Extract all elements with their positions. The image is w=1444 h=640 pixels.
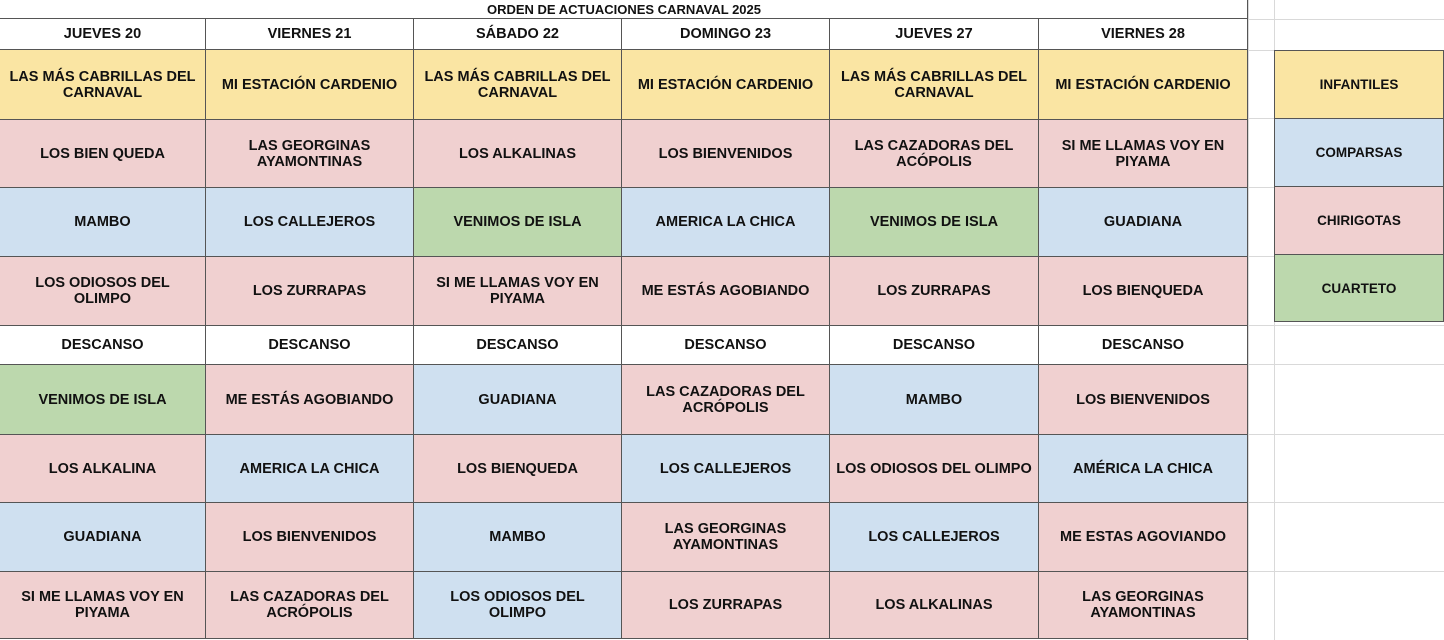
gridline: [1248, 0, 1249, 640]
performance-cell[interactable]: MAMBO: [414, 503, 622, 572]
gridline: [1248, 325, 1444, 326]
legend-cuarteto[interactable]: CUARTETO: [1274, 254, 1444, 322]
break-cell[interactable]: DESCANSO: [1039, 326, 1248, 365]
performance-cell[interactable]: LOS BIENQUEDA: [414, 435, 622, 503]
gridline: [1248, 364, 1444, 365]
performance-cell[interactable]: LAS CAZADORAS DEL ACRÓPOLIS: [206, 572, 414, 639]
day-header[interactable]: VIERNES 21: [206, 19, 414, 50]
performance-cell[interactable]: LOS ALKALINA: [0, 435, 206, 503]
performance-cell[interactable]: LOS CALLEJEROS: [622, 435, 830, 503]
performance-cell[interactable]: LOS BIEN QUEDA: [0, 120, 206, 188]
day-header[interactable]: VIERNES 28: [1039, 19, 1248, 50]
performance-cell[interactable]: LAS GEORGINAS AYAMONTINAS: [622, 503, 830, 572]
gridline: [1248, 502, 1444, 503]
performance-cell[interactable]: LOS BIENQUEDA: [1039, 257, 1248, 326]
performance-cell[interactable]: AMERICA LA CHICA: [622, 188, 830, 257]
break-cell[interactable]: DESCANSO: [830, 326, 1039, 365]
performance-cell[interactable]: LOS ZURRAPAS: [622, 572, 830, 639]
performance-cell[interactable]: GUADIANA: [414, 365, 622, 435]
performance-cell[interactable]: MI ESTACIÓN CARDENIO: [622, 50, 830, 120]
performance-cell[interactable]: ME ESTÁS AGOBIANDO: [622, 257, 830, 326]
legend-chirigotas[interactable]: CHIRIGOTAS: [1274, 186, 1444, 254]
performance-cell[interactable]: LAS MÁS CABRILLAS DEL CARNAVAL: [0, 50, 206, 120]
break-cell[interactable]: DESCANSO: [0, 326, 206, 365]
performance-cell[interactable]: LAS CAZADORAS DEL ACRÓPOLIS: [622, 365, 830, 435]
break-cell[interactable]: DESCANSO: [414, 326, 622, 365]
day-header[interactable]: JUEVES 20: [0, 19, 206, 50]
gridline: [1248, 434, 1444, 435]
day-header[interactable]: SÁBADO 22: [414, 19, 622, 50]
legend-comparsas[interactable]: COMPARSAS: [1274, 118, 1444, 186]
performance-cell[interactable]: LAS MÁS CABRILLAS DEL CARNAVAL: [830, 50, 1039, 120]
category-legend: [1274, 50, 1444, 322]
performance-cell[interactable]: LOS ZURRAPAS: [206, 257, 414, 326]
performance-cell[interactable]: MI ESTACIÓN CARDENIO: [1039, 50, 1248, 120]
performance-cell[interactable]: VENIMOS DE ISLA: [414, 188, 622, 257]
performance-cell[interactable]: AMERICA LA CHICA: [206, 435, 414, 503]
break-cell[interactable]: DESCANSO: [622, 326, 830, 365]
performance-cell[interactable]: SI ME LLAMAS VOY EN PIYAMA: [1039, 120, 1248, 188]
legend-infantiles[interactable]: INFANTILES: [1274, 50, 1444, 118]
performance-cell[interactable]: MI ESTACIÓN CARDENIO: [206, 50, 414, 120]
performance-cell[interactable]: LOS BIENVENIDOS: [622, 120, 830, 188]
performance-cell[interactable]: LOS ALKALINAS: [830, 572, 1039, 639]
performance-cell[interactable]: GUADIANA: [0, 503, 206, 572]
performance-cell[interactable]: LOS ZURRAPAS: [830, 257, 1039, 326]
gridline: [1248, 571, 1444, 572]
day-header[interactable]: JUEVES 27: [830, 19, 1039, 50]
performance-cell[interactable]: LOS BIENVENIDOS: [206, 503, 414, 572]
performance-cell[interactable]: SI ME LLAMAS VOY EN PIYAMA: [414, 257, 622, 326]
performance-cell[interactable]: LAS CAZADORAS DEL ACÓPOLIS: [830, 120, 1039, 188]
performance-cell[interactable]: MAMBO: [830, 365, 1039, 435]
performance-cell[interactable]: MAMBO: [0, 188, 206, 257]
break-cell[interactable]: DESCANSO: [206, 326, 414, 365]
performance-cell[interactable]: GUADIANA: [1039, 188, 1248, 257]
performance-cell[interactable]: LOS ODIOSOS DEL OLIMPO: [414, 572, 622, 639]
performance-cell[interactable]: VENIMOS DE ISLA: [0, 365, 206, 435]
performance-cell[interactable]: LOS ODIOSOS DEL OLIMPO: [830, 435, 1039, 503]
performance-cell[interactable]: ME ESTAS AGOVIANDO: [1039, 503, 1248, 572]
performance-cell[interactable]: LOS ODIOSOS DEL OLIMPO: [0, 257, 206, 326]
performance-cell[interactable]: LAS GEORGINAS AYAMONTINAS: [1039, 572, 1248, 639]
performance-cell[interactable]: LOS CALLEJEROS: [206, 188, 414, 257]
performance-cell[interactable]: ME ESTÁS AGOBIANDO: [206, 365, 414, 435]
performance-cell[interactable]: LAS GEORGINAS AYAMONTINAS: [206, 120, 414, 188]
day-header[interactable]: DOMINGO 23: [622, 19, 830, 50]
sheet-title[interactable]: ORDEN DE ACTUACIONES CARNAVAL 2025: [0, 0, 1248, 19]
performance-cell[interactable]: AMÉRICA LA CHICA: [1039, 435, 1248, 503]
performance-cell[interactable]: LOS ALKALINAS: [414, 120, 622, 188]
performance-cell[interactable]: LOS CALLEJEROS: [830, 503, 1039, 572]
performance-cell[interactable]: SI ME LLAMAS VOY EN PIYAMA: [0, 572, 206, 639]
performance-cell[interactable]: LAS MÁS CABRILLAS DEL CARNAVAL: [414, 50, 622, 120]
performance-cell[interactable]: VENIMOS DE ISLA: [830, 188, 1039, 257]
gridline: [1248, 19, 1444, 20]
performance-cell[interactable]: LOS BIENVENIDOS: [1039, 365, 1248, 435]
